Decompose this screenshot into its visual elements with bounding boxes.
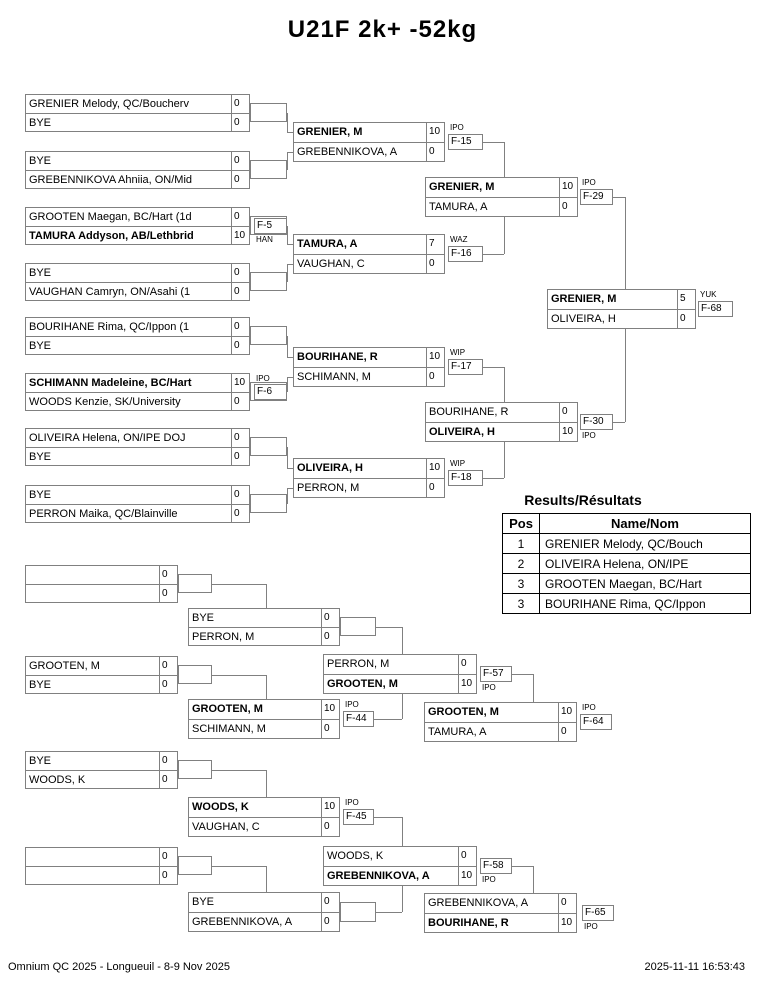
connector-line xyxy=(504,142,505,177)
result-name: GRENIER Melody, QC/Bouch xyxy=(540,534,751,554)
player-name: SCHIMANN Madeleine, BC/Hart xyxy=(29,377,192,389)
connector-merge-bracket xyxy=(178,856,212,875)
match-box-m7 xyxy=(25,428,250,466)
match-box-r5 xyxy=(25,847,178,885)
fight-number-f30: F-30 xyxy=(580,414,613,430)
player-name: TAMURA, A xyxy=(297,238,358,250)
match-row xyxy=(426,403,577,423)
score-cell: 0 xyxy=(558,894,576,913)
result-type-label-m6: IPO xyxy=(256,374,270,383)
match-row xyxy=(26,114,249,132)
result-type-label-f16: WAZ xyxy=(450,235,468,244)
match-row xyxy=(26,771,177,789)
connector-line xyxy=(287,226,288,244)
match-row xyxy=(26,264,249,283)
result-type-label-f29: IPO xyxy=(582,178,596,187)
score-cell: 0 xyxy=(159,676,177,694)
connector-merge-bracket xyxy=(250,326,287,345)
player-name: TAMURA Addyson, AB/Lethbrid xyxy=(29,229,194,242)
connector-line xyxy=(625,329,626,422)
score-cell: 10 xyxy=(558,703,576,722)
result-name: BOURIHANE Rima, QC/Ippon xyxy=(540,594,751,614)
connector-line xyxy=(212,675,266,676)
match-row xyxy=(294,255,444,274)
match-row xyxy=(324,847,476,867)
score-cell: 0 xyxy=(458,847,476,866)
match-box-m8 xyxy=(25,485,250,523)
connector-merge-bracket xyxy=(250,272,287,291)
match-box-f57 xyxy=(323,654,477,694)
result-pos: 3 xyxy=(503,574,540,594)
connector-line xyxy=(483,367,504,368)
player-name: WOODS Kenzie, SK/University xyxy=(29,395,181,408)
match-row xyxy=(26,208,249,227)
match-box-r1 xyxy=(25,565,178,603)
player-name: BYE xyxy=(29,755,52,767)
player-name: GROOTEN, M xyxy=(29,660,100,672)
match-row xyxy=(26,95,249,114)
player-name xyxy=(26,585,159,603)
player-name: BYE xyxy=(29,678,52,691)
player-name: PERRON, M xyxy=(192,630,255,643)
score-cell: 0 xyxy=(677,310,695,329)
match-row xyxy=(26,171,249,189)
table-row xyxy=(503,554,751,574)
score-cell: 0 xyxy=(321,893,339,912)
player-name: SCHIMANN, M xyxy=(192,722,266,735)
connector-line xyxy=(287,447,288,468)
score-cell: 10 xyxy=(558,914,576,933)
match-box-f64 xyxy=(424,702,577,742)
player-name: PERRON, M xyxy=(297,481,360,494)
results-table xyxy=(502,513,751,614)
score-cell: 0 xyxy=(559,198,577,217)
fight-number-f15: F-15 xyxy=(448,134,483,150)
score-cell: 0 xyxy=(426,143,444,162)
match-row xyxy=(425,703,576,723)
match-row xyxy=(189,893,339,913)
match-row xyxy=(26,337,249,355)
result-type-label-f58: IPO xyxy=(482,875,496,884)
match-box-r4 xyxy=(25,751,178,789)
connector-line xyxy=(402,627,403,654)
match-box-f58 xyxy=(323,846,477,886)
score-cell: 10 xyxy=(231,227,249,245)
player-name: VAUGHAN Camryn, ON/Asahi (1 xyxy=(29,285,191,298)
score-cell: 10 xyxy=(231,374,249,392)
table-row xyxy=(503,594,751,614)
match-row xyxy=(426,198,577,217)
connector-line xyxy=(402,886,403,912)
score-cell: 0 xyxy=(458,655,476,674)
score-cell: 0 xyxy=(231,208,249,226)
connector-line xyxy=(374,817,402,818)
connector-line xyxy=(512,866,533,867)
player-name: WOODS, K xyxy=(327,850,384,862)
match-box-f45 xyxy=(188,797,340,837)
connector-line xyxy=(266,770,267,797)
page-title: U21F 2k+ -52kg xyxy=(287,16,478,43)
fight-number-f58: F-58 xyxy=(480,858,512,874)
match-row xyxy=(26,227,249,245)
match-box-m5 xyxy=(25,317,250,355)
score-cell: 0 xyxy=(231,393,249,411)
score-cell: 10 xyxy=(426,123,444,142)
match-row xyxy=(294,123,444,143)
score-cell: 0 xyxy=(231,152,249,170)
player-name: GROOTEN Maegan, BC/Hart (1d xyxy=(29,211,192,223)
match-box-f18 xyxy=(293,458,445,498)
connector-line xyxy=(376,627,402,628)
score-cell: 10 xyxy=(426,348,444,367)
match-row xyxy=(294,348,444,368)
player-name: GRENIER Melody, QC/Boucherv xyxy=(29,98,189,110)
connector-merge-bracket xyxy=(250,160,287,179)
match-row xyxy=(189,720,339,739)
connector-line xyxy=(266,584,267,608)
score-cell: 0 xyxy=(321,720,339,739)
match-row xyxy=(26,318,249,337)
match-row xyxy=(324,655,476,675)
connector-merge-bracket xyxy=(340,902,376,922)
connector-line xyxy=(212,770,266,771)
player-name: OLIVEIRA, H xyxy=(297,462,364,474)
player-name: GREBENNIKOVA Ahniia, ON/Mid xyxy=(29,173,193,186)
player-name: WOODS, K xyxy=(29,773,86,786)
match-row xyxy=(425,914,576,933)
match-row xyxy=(426,178,577,198)
score-cell: 5 xyxy=(677,290,695,309)
connector-merge-bracket xyxy=(250,437,287,456)
score-cell: 0 xyxy=(426,255,444,274)
player-name: GREBENNIKOVA, A xyxy=(192,915,293,928)
connector-line xyxy=(266,866,267,892)
connector-line xyxy=(212,866,266,867)
match-row xyxy=(26,867,177,885)
result-type-label-f44: IPO xyxy=(345,700,359,709)
connector-line xyxy=(374,719,402,720)
connector-line xyxy=(287,377,288,392)
score-cell: 0 xyxy=(231,283,249,301)
results-title: Results/Résultats xyxy=(524,492,642,508)
match-box-m4 xyxy=(25,263,250,301)
connector-line xyxy=(266,675,267,699)
match-row xyxy=(189,609,339,628)
connector-merge-bracket xyxy=(178,665,212,684)
connector-line xyxy=(483,478,504,479)
player-name: SCHIMANN, M xyxy=(297,370,371,383)
score-cell: 0 xyxy=(231,171,249,189)
result-pos: 2 xyxy=(503,554,540,574)
match-box-m3 xyxy=(25,207,250,245)
table-row xyxy=(503,574,751,594)
score-cell: 0 xyxy=(231,264,249,282)
score-cell: 0 xyxy=(231,95,249,113)
result-type-label-f45: IPO xyxy=(345,798,359,807)
score-cell: 0 xyxy=(159,848,177,866)
match-row xyxy=(26,676,177,694)
match-row xyxy=(324,675,476,694)
match-box-f17 xyxy=(293,347,445,387)
player-name: PERRON Maika, QC/Blainville xyxy=(29,507,178,520)
match-box-m1 xyxy=(25,94,250,132)
score-cell: 0 xyxy=(321,913,339,932)
result-type-label-f18: WIP xyxy=(450,459,466,468)
match-row xyxy=(26,505,249,523)
player-name xyxy=(26,566,159,584)
connector-merge-bracket xyxy=(250,103,287,122)
player-name: BYE xyxy=(192,612,215,624)
score-cell: 0 xyxy=(321,609,339,627)
fight-number-f68: F-68 xyxy=(698,301,733,317)
result-pos: 1 xyxy=(503,534,540,554)
score-cell: 10 xyxy=(321,700,339,719)
connector-line xyxy=(287,488,288,504)
score-cell: 0 xyxy=(159,585,177,603)
connector-line xyxy=(212,584,266,585)
player-name: GROOTEN, M xyxy=(192,703,263,715)
fight-number-f57: F-57 xyxy=(480,666,512,682)
connector-line xyxy=(402,817,403,846)
results-header-row xyxy=(503,514,751,534)
result-name: OLIVEIRA Helena, ON/IPE xyxy=(540,554,751,574)
match-row xyxy=(324,867,476,886)
result-pos: 3 xyxy=(503,594,540,614)
match-row xyxy=(26,585,177,603)
match-row xyxy=(26,152,249,171)
player-name: TAMURA, A xyxy=(429,200,488,213)
fight-number-f65: F-65 xyxy=(582,905,614,921)
player-name: BYE xyxy=(29,116,52,129)
player-name: BYE xyxy=(29,339,52,352)
score-cell: 0 xyxy=(159,867,177,885)
result-type-label-f65: IPO xyxy=(584,922,598,931)
connector-line xyxy=(533,866,534,893)
player-name: BYE xyxy=(29,267,52,279)
fight-number-f64: F-64 xyxy=(580,714,612,730)
player-name: OLIVEIRA, H xyxy=(551,312,616,325)
connector-line xyxy=(287,264,288,282)
match-row xyxy=(26,486,249,505)
match-row xyxy=(189,628,339,646)
player-name: GREBENNIKOVA, A xyxy=(327,869,430,882)
score-cell: 0 xyxy=(231,114,249,132)
match-box-m2 xyxy=(25,151,250,189)
result-type-label-f57: IPO xyxy=(482,683,496,692)
player-name: BYE xyxy=(29,450,52,463)
match-row xyxy=(26,657,177,676)
score-cell: 0 xyxy=(558,723,576,742)
fight-number-f18: F-18 xyxy=(448,470,483,486)
match-row xyxy=(425,894,576,914)
player-name: GRENIER, M xyxy=(551,293,617,305)
result-type-label-f64: IPO xyxy=(582,703,596,712)
score-cell: 0 xyxy=(426,479,444,498)
score-cell: 0 xyxy=(426,368,444,387)
player-name: OLIVEIRA Helena, ON/IPE DOJ xyxy=(29,432,186,444)
connector-line xyxy=(483,142,504,143)
score-cell: 0 xyxy=(559,403,577,422)
connector-line xyxy=(376,912,402,913)
score-cell: 0 xyxy=(231,337,249,355)
player-name: GROOTEN, M xyxy=(428,706,499,718)
player-name xyxy=(26,848,159,866)
fight-number-f16: F-16 xyxy=(448,246,483,262)
match-row xyxy=(294,479,444,498)
score-cell: 10 xyxy=(321,798,339,817)
match-box-f65 xyxy=(424,893,577,933)
score-cell: 0 xyxy=(159,752,177,770)
score-cell: 10 xyxy=(559,178,577,197)
footer-event-label: Omnium QC 2025 - Longueuil - 8-9 Nov 2025 xyxy=(8,961,230,973)
player-name: VAUGHAN, C xyxy=(297,257,365,270)
score-cell: 10 xyxy=(559,423,577,442)
connector-line xyxy=(504,367,505,402)
player-name xyxy=(26,867,159,885)
player-name: PERRON, M xyxy=(327,658,390,670)
match-row xyxy=(189,818,339,837)
table-row xyxy=(503,534,751,554)
match-box-r3 xyxy=(25,656,178,694)
player-name: GREBENNIKOVA, A xyxy=(428,897,529,909)
score-cell: 0 xyxy=(231,486,249,504)
connector-merge-bracket xyxy=(340,617,376,636)
connector-merge-bracket xyxy=(250,494,287,513)
footer-timestamp: 2025-11-11 16:53:43 xyxy=(644,961,745,973)
fight-number-f44: F-44 xyxy=(343,711,374,727)
connector-line xyxy=(287,152,288,170)
connector-line xyxy=(512,674,533,675)
connector-line xyxy=(533,674,534,702)
score-cell: 0 xyxy=(159,771,177,789)
player-name: GREBENNIKOVA, A xyxy=(297,145,398,158)
match-row xyxy=(26,848,177,867)
connector-line xyxy=(613,197,625,198)
match-row xyxy=(548,310,695,329)
player-name: OLIVEIRA, H xyxy=(429,425,496,438)
results-header-pos: Pos xyxy=(503,514,540,534)
result-name: GROOTEN Maegan, BC/Hart xyxy=(540,574,751,594)
result-type-label-f15: IPO xyxy=(450,123,464,132)
connector-line xyxy=(504,217,505,254)
match-box-f16 xyxy=(293,234,445,274)
score-cell: 0 xyxy=(321,818,339,837)
match-box-f15 xyxy=(293,122,445,162)
match-box-f30 xyxy=(425,402,578,442)
match-row xyxy=(548,290,695,310)
connector-line xyxy=(625,197,626,289)
connector-line xyxy=(287,113,288,132)
connector-line xyxy=(483,254,504,255)
player-name: BOURIHANE, R xyxy=(429,406,509,418)
player-name: TAMURA, A xyxy=(428,725,487,738)
connector-merge-bracket xyxy=(178,574,212,593)
match-row xyxy=(425,723,576,742)
match-box-r6 xyxy=(188,892,340,932)
fight-number-f17: F-17 xyxy=(448,359,483,375)
match-row xyxy=(294,368,444,387)
player-name: BOURIHANE, R xyxy=(428,916,509,929)
player-name: GROOTEN, M xyxy=(327,677,398,690)
match-box-m6 xyxy=(25,373,250,411)
connector-merge-bracket xyxy=(178,760,212,779)
score-cell: 0 xyxy=(159,566,177,584)
match-row xyxy=(189,700,339,720)
match-row xyxy=(26,283,249,301)
score-cell: 0 xyxy=(231,429,249,447)
player-name: GRENIER, M xyxy=(429,181,495,193)
result-type-label-f30: IPO xyxy=(582,431,596,440)
match-row xyxy=(189,798,339,818)
score-cell: 7 xyxy=(426,235,444,254)
match-row xyxy=(26,752,177,771)
score-cell: 10 xyxy=(426,459,444,478)
match-row xyxy=(26,566,177,585)
result-type-label-m3: HAN xyxy=(256,235,273,244)
match-row xyxy=(26,393,249,411)
fight-number-f29: F-29 xyxy=(580,189,613,205)
score-cell: 0 xyxy=(231,505,249,523)
player-name: BYE xyxy=(29,489,52,501)
match-box-f29 xyxy=(425,177,578,217)
player-name: GRENIER, M xyxy=(297,126,363,138)
fight-number-m3: F-5 xyxy=(254,218,287,234)
connector-line xyxy=(504,442,505,478)
connector-line xyxy=(613,422,625,423)
results-header-name: Name/Nom xyxy=(540,514,751,534)
match-row xyxy=(26,374,249,393)
match-box-r2 xyxy=(188,608,340,646)
fight-number-m6: F-6 xyxy=(254,384,287,400)
result-type-label-f17: WIP xyxy=(450,348,466,357)
player-name: BOURIHANE, R xyxy=(297,351,378,363)
player-name: WOODS, K xyxy=(192,801,249,813)
match-row xyxy=(426,423,577,442)
score-cell: 0 xyxy=(321,628,339,646)
player-name: VAUGHAN, C xyxy=(192,820,260,833)
match-row xyxy=(294,143,444,162)
fight-number-f45: F-45 xyxy=(343,809,374,825)
score-cell: 0 xyxy=(231,318,249,336)
connector-line xyxy=(402,694,403,719)
player-name: BYE xyxy=(192,896,215,908)
match-box-f68 xyxy=(547,289,696,329)
match-box-f44 xyxy=(188,699,340,739)
player-name: BYE xyxy=(29,155,52,167)
score-cell: 0 xyxy=(159,657,177,675)
connector-line xyxy=(287,336,288,357)
score-cell: 0 xyxy=(231,448,249,466)
match-row xyxy=(294,459,444,479)
result-type-label-f68: YUK xyxy=(700,290,717,299)
score-cell: 10 xyxy=(458,675,476,694)
match-row xyxy=(26,429,249,448)
match-row xyxy=(26,448,249,466)
match-row xyxy=(294,235,444,255)
player-name: BOURIHANE Rima, QC/Ippon (1 xyxy=(29,321,190,333)
match-row xyxy=(189,913,339,932)
score-cell: 10 xyxy=(458,867,476,886)
